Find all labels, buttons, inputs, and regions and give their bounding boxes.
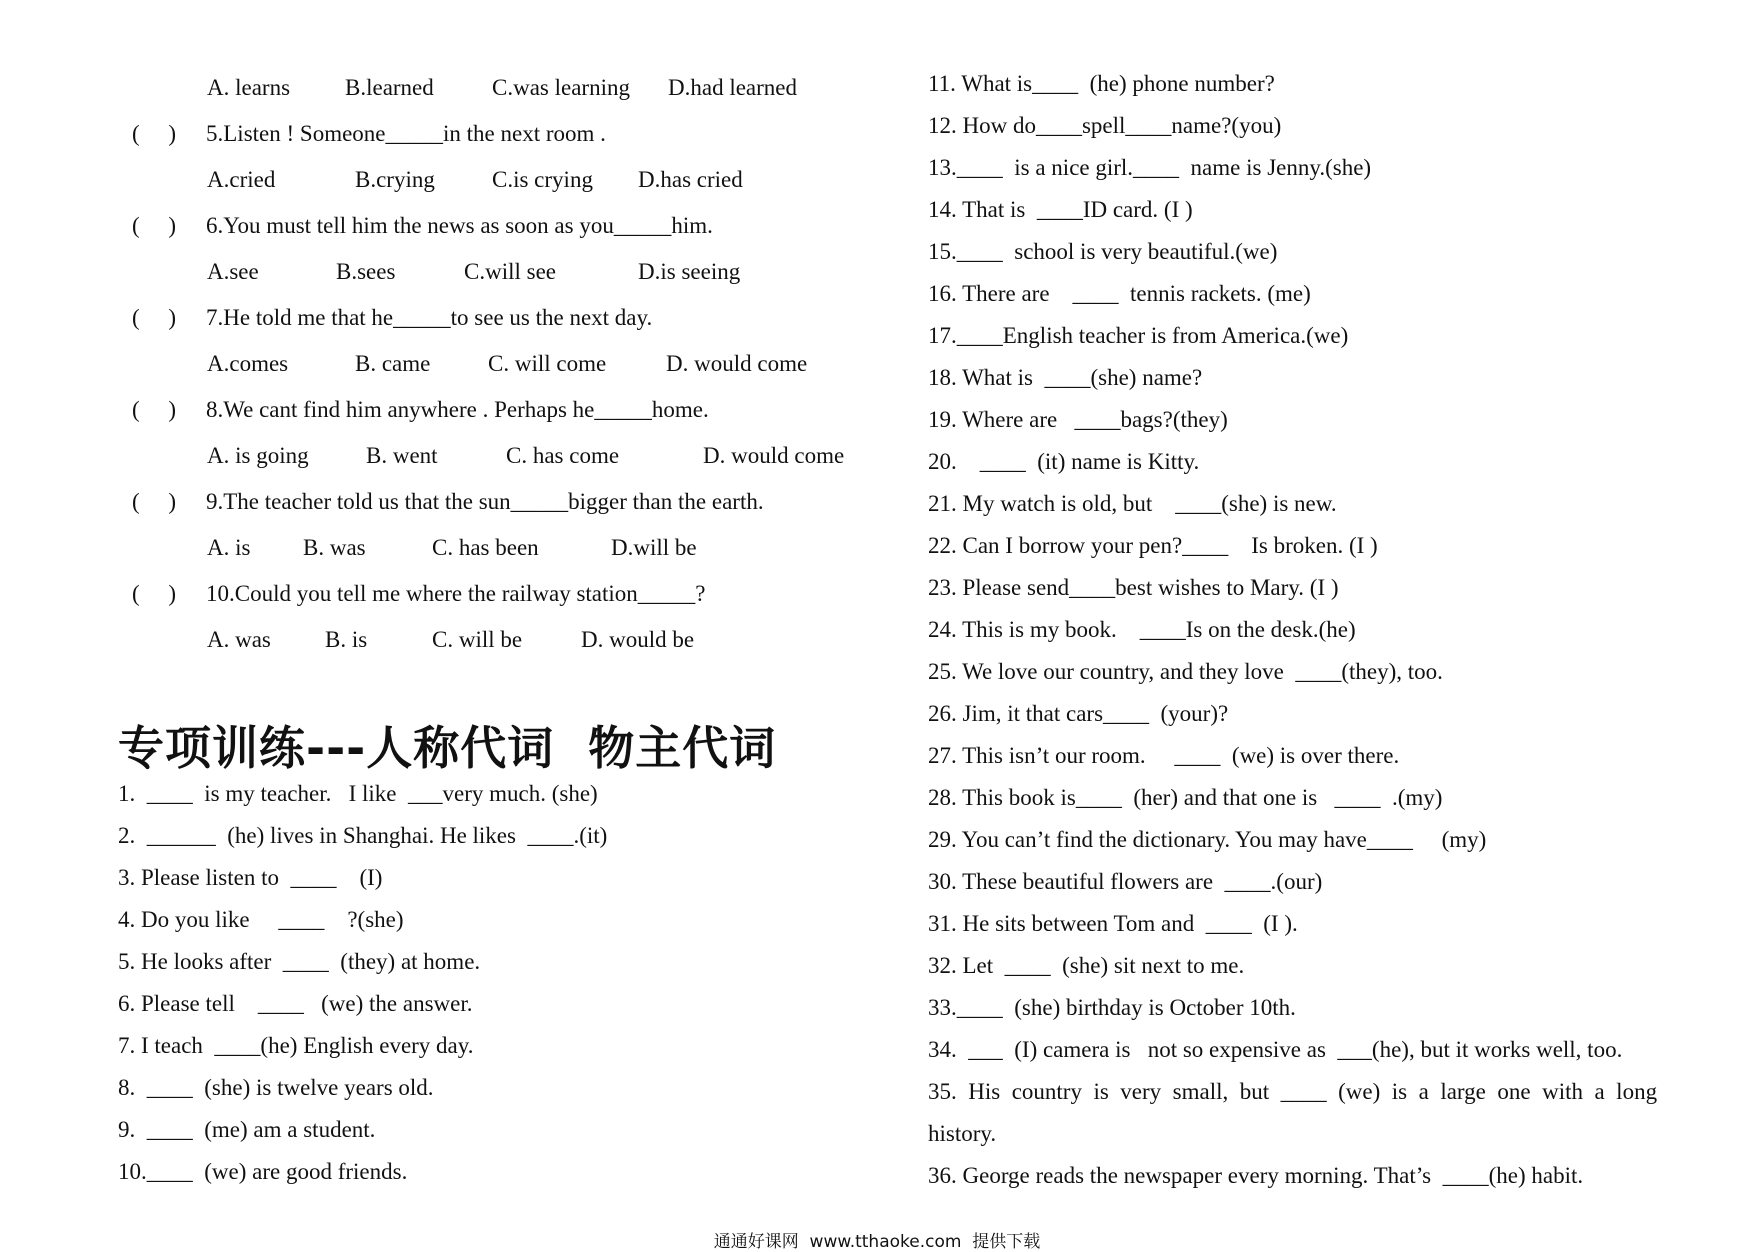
- list-item: 6. Please tell ____ (we) the answer.: [118, 991, 473, 1016]
- option-c: C. will be: [432, 627, 523, 652]
- question-text: 7.He told me that he_____to see us the next day.: [206, 305, 653, 330]
- option-c: C. will come: [488, 351, 607, 376]
- list-item: 26. Jim, it that cars____ (your)?: [928, 701, 1229, 726]
- answer-paren: ( ): [132, 305, 177, 330]
- q4-option-d: D.had learned: [668, 75, 797, 100]
- list-item: 25. We love our country, and they love ____(they), too.: [928, 659, 1443, 684]
- answer-paren: ( ): [132, 121, 177, 146]
- option-d: D.is seeing: [638, 259, 741, 284]
- option-b: B. went: [366, 443, 438, 468]
- list-item: 36. George reads the newspaper every morning. That’s ____(he) habit.: [928, 1163, 1584, 1188]
- list-item: 8. ____ (she) is twelve years old.: [118, 1075, 434, 1100]
- option-c: C.will see: [464, 259, 556, 284]
- option-c: C. has come: [506, 443, 620, 468]
- option-b: B.sees: [336, 259, 396, 284]
- list-item: 15.____ school is very beautiful.(we): [928, 239, 1278, 264]
- list-item: 16. There are ____ tennis rackets. (me): [928, 281, 1311, 306]
- question-text: 8.We cant find him anywhere . Perhaps he_____home.: [206, 397, 709, 422]
- option-b: B.crying: [355, 167, 435, 192]
- list-item: 2. ______ (he) lives in Shanghai. He likes ____.(it): [118, 823, 608, 848]
- question-text: 5.Listen ! Someone_____in the next room .: [206, 121, 606, 146]
- list-item: 22. Can I borrow your pen?____ Is broken. (I ): [928, 533, 1378, 558]
- list-item: 20. ____ (it) name is Kitty.: [928, 449, 1200, 474]
- section-title: 专项训练---人称代词 物主代词: [118, 721, 777, 775]
- option-b: B. came: [355, 351, 431, 376]
- list-item: 13.____ is a nice girl.____ name is Jenny.(she): [928, 155, 1372, 180]
- option-b: B. was: [303, 535, 366, 560]
- list-item: 19. Where are ____bags?(they): [928, 407, 1228, 432]
- list-item: history.: [928, 1121, 997, 1146]
- option-c: C.is crying: [492, 167, 593, 192]
- question-text: 6.You must tell him the news as soon as you_____him.: [206, 213, 713, 238]
- list-item: 31. He sits between Tom and ____ (I ).: [928, 911, 1298, 936]
- list-item: 24. This is my book. ____Is on the desk.(he): [928, 617, 1356, 642]
- list-item: 33.____ (she) birthday is October 10th.: [928, 995, 1296, 1020]
- list-item: 7. I teach ____(he) English every day.: [118, 1033, 474, 1058]
- question-text: 10.Could you tell me where the railway station_____?: [206, 581, 706, 606]
- list-item: 1. ____ is my teacher. I like ___very much. (she): [118, 781, 598, 806]
- list-item: 3. Please listen to ____ (I): [118, 865, 383, 890]
- list-item: 23. Please send____best wishes to Mary. (I ): [928, 575, 1339, 600]
- option-b: B. is: [325, 627, 368, 652]
- q4-option-a: A. learns: [207, 75, 291, 100]
- q4-option-b: B.learned: [345, 75, 434, 100]
- answer-paren: ( ): [132, 213, 177, 238]
- option-a: A. is: [207, 535, 251, 560]
- list-item: 9. ____ (me) am a student.: [118, 1117, 376, 1142]
- list-item: 21. My watch is old, but ____(she) is new.: [928, 491, 1337, 516]
- list-item: 30. These beautiful flowers are ____.(our): [928, 869, 1323, 894]
- list-item: 18. What is ____(she) name?: [928, 365, 1203, 390]
- q4-option-c: C.was learning: [492, 75, 630, 100]
- list-item: 35. His country is very small, but ____ (we) is a large one with a long: [928, 1079, 1658, 1104]
- list-item: 11. What is____ (he) phone number?: [928, 71, 1275, 96]
- answer-paren: ( ): [132, 489, 177, 514]
- list-item: 29. You can’t find the dictionary. You may have____ (my): [928, 827, 1487, 852]
- answer-paren: ( ): [132, 397, 177, 422]
- list-item: 17.____English teacher is from America.(we): [928, 323, 1349, 348]
- list-item: 14. That is ____ID card. (I ): [928, 197, 1193, 222]
- option-a: A. is going: [207, 443, 309, 468]
- question-text: 9.The teacher told us that the sun_____bigger than the earth.: [206, 489, 764, 514]
- option-a: A.see: [207, 259, 259, 284]
- footer-credit: 通通好课网 www.tthaoke.com 提供下载: [713, 1232, 1041, 1252]
- answer-paren: ( ): [132, 581, 177, 606]
- option-d: D. would come: [666, 351, 808, 376]
- option-d: D.will be: [611, 535, 697, 560]
- list-item: 4. Do you like ____ ?(she): [118, 907, 404, 932]
- option-d: D.has cried: [638, 167, 743, 192]
- list-item: 5. He looks after ____ (they) at home.: [118, 949, 481, 974]
- list-item: 12. How do____spell____name?(you): [928, 113, 1282, 138]
- list-item: 27. This isn’t our room. ____ (we) is over there.: [928, 743, 1400, 768]
- option-a: A. was: [207, 627, 271, 652]
- list-item: 10.____ (we) are good friends.: [118, 1159, 408, 1184]
- option-a: A.comes: [207, 351, 289, 376]
- list-item: 34. ___ (I) camera is not so expensive as ___(he), but it works well, too.: [928, 1037, 1623, 1062]
- option-d: D. would come: [703, 443, 845, 468]
- option-a: A.cried: [207, 167, 276, 192]
- list-item: 32. Let ____ (she) sit next to me.: [928, 953, 1245, 978]
- option-d: D. would be: [581, 627, 695, 652]
- list-item: 28. This book is____ (her) and that one is ____ .(my): [928, 785, 1443, 810]
- option-c: C. has been: [432, 535, 539, 560]
